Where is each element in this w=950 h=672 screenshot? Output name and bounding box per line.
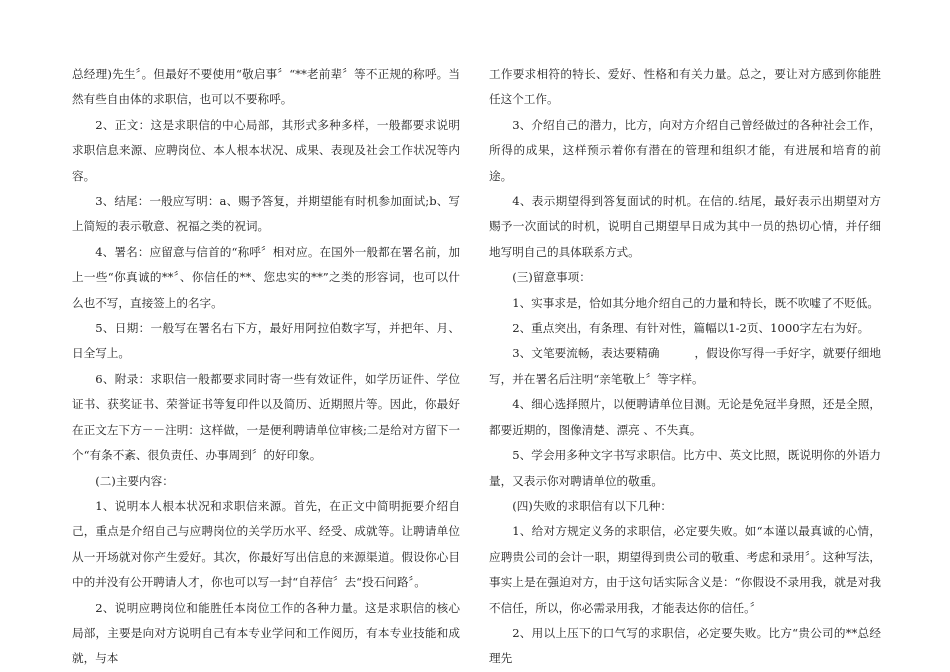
paragraph: 5、学会用多种文字书写求职信。比方中、英文比照，既说明你的外语力量，又表示你对聘请单位的敬重。 xyxy=(489,448,881,488)
paragraph: 总经理)先生〞。但最好不要使用“敬启事〞“**老前辈〞等不正规的称呼。当然有些自由体的求职信，也可以不要称呼。 xyxy=(72,67,460,107)
section-heading: (二)主要内容： xyxy=(95,473,174,488)
paragraph: 4、表示期望得到答复面试的时机。在信的.结尾，最好表示出期望对方赐予一次面试的时机，说明自己期望早日成为其中一员的热切心情，并仔细地写明自己的具体联系方式。 xyxy=(489,194,881,259)
paragraph: 3、文笔要流畅，表达要精确 ，假设你写得一手好字，就要仔细地写，并在署名后注明“亲笔敬上〞等字样。 xyxy=(489,346,881,386)
paragraph: 5、日期：一般写在署名右下方，最好用阿拉伯数字写，并把年、月、日全写上。 xyxy=(72,321,460,361)
paragraph: 3、介绍自己的潜力，比方，向对方介绍自己曾经做过的各种社会工作，所得的成果，这样预示着你有潜在的管理和组织才能，有进展和培育的前途。 xyxy=(489,117,881,183)
paragraph: 2、说明应聘岗位和能胜任本岗位工作的各种力量。这是求职信的核心局部，主要是向对方说明自己有本专业学问和工作阅历，有本专业技能和成就，与本 xyxy=(72,600,460,666)
right-column xyxy=(489,62,881,672)
left-column xyxy=(72,62,460,672)
paragraph: 1、给对方规定义务的求职信，必定要失败。如“本谨以最真诚的心情，应聘贵公司的会计一职，期望得到贵公司的敬重、考虑和录用〞。这种写法，事实上是在强迫对方，由于这句话实际含义是：“你假设不录用我，就是对我不信任，所以，你必需录用我，才能表达你的信任。〞 xyxy=(489,524,881,615)
paragraph: 4、署名：应留意与信首的“称呼〞相对应。在国外一般都在署名前，加上一些“你真诚的**〞、你信任的**、您忠实的**”之类的形容词，也可以什么也不写，直接签上的名字。 xyxy=(72,244,460,310)
paragraph: 4、细心选择照片，以便聘请单位目测。无论是免冠半身照，还是全照，都要近期的，图像清楚、漂亮 、不失真。 xyxy=(489,397,881,437)
paragraph: 工作要求相符的特长、爱好、性格和有关力量。总之，要让对方感到你能胜任这个工作。 xyxy=(489,67,881,107)
section-heading: (四)失败的求职信有以下几种： xyxy=(512,498,672,513)
paragraph: 2、用以上压下的口气写的求职信，必定要失败。比方“贵公司的**总经理先 xyxy=(489,625,881,666)
paragraph: 2、重点突出，有条理、有针对性，篇幅以1-2页、1000字左右为好。 xyxy=(512,321,870,336)
paragraph: 1、说明本人根本状况和求职信来源。首先，在正文中简明扼要介绍自己，重点是介绍自己与应聘岗位的关学历水平、经受、成就等。让聘请单位从一开场就对你产生爱好。其次，你最好写出信息的来源渠道。假设你心目中的并没有公开聘请人才，你也可以写一封“自荐信〞去“投石问路〞。 xyxy=(72,498,460,590)
paragraph: 3、结尾：一般应写明：a、赐予答复，并期望能有时机参加面试;b、写上简短的表示敬意、祝福之类的祝词。 xyxy=(72,194,460,234)
paragraph: 1、实事求是，恰如其分地介绍自己的力量和特长，既不吹嘘了不贬低。 xyxy=(512,295,879,310)
paragraph: 2、正文：这是求职信的中心局部，其形式多种多样，一般都要求说明求职信息来源、应聘岗位、本人根本状况、成果、表现及社会工作状况等内容。 xyxy=(72,117,460,183)
section-heading: (三)留意事项： xyxy=(512,270,591,285)
paragraph: 6、附录：求职信一般都要求同时寄一些有效证件，如学历证件、学位证书、获奖证书、荣誉证书等复印件以及简历、近期照片等。因此，你最好在正文左下方－－注明：这样做，一是便利聘请单位审核;二是给对方留下一个“有条不紊、很负责任、办事周到〞的好印象。 xyxy=(72,371,460,463)
